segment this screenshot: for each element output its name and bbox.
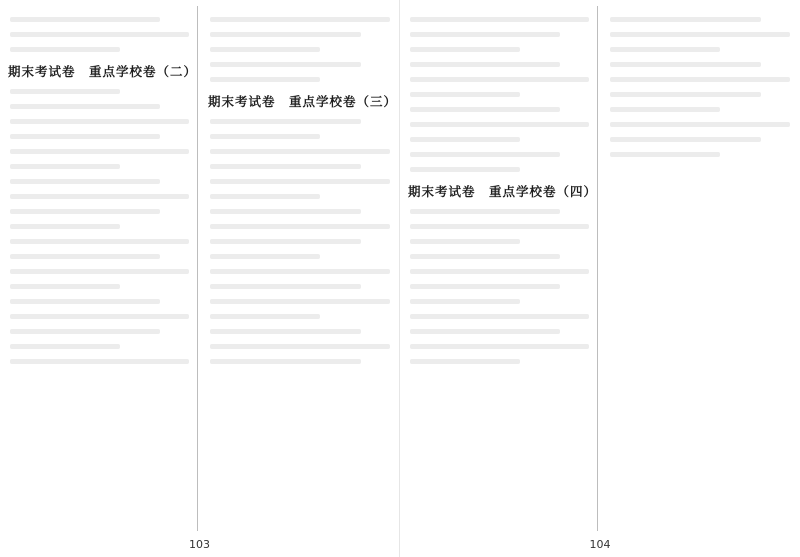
text-line bbox=[410, 209, 560, 214]
text-line bbox=[10, 179, 160, 184]
text-line bbox=[10, 239, 189, 244]
text-line bbox=[610, 107, 720, 112]
text-line bbox=[210, 209, 361, 214]
text-line bbox=[610, 77, 790, 82]
text-line bbox=[610, 32, 790, 37]
text-line bbox=[410, 269, 589, 274]
text-line bbox=[10, 359, 189, 364]
text-line bbox=[410, 152, 560, 157]
text-line bbox=[10, 299, 160, 304]
right-column-2 bbox=[602, 6, 798, 531]
text-line bbox=[210, 62, 361, 67]
text-line bbox=[10, 134, 160, 139]
text-line bbox=[410, 359, 520, 364]
page-number: 103 bbox=[189, 538, 210, 551]
left-column-1 bbox=[2, 6, 198, 531]
text-line bbox=[10, 194, 189, 199]
right-column-1 bbox=[402, 6, 598, 531]
text-line bbox=[210, 77, 320, 82]
text-line bbox=[10, 344, 120, 349]
text-line bbox=[210, 179, 390, 184]
text-line bbox=[410, 122, 589, 127]
text-line bbox=[210, 149, 390, 154]
text-line bbox=[10, 209, 160, 214]
text-line bbox=[410, 17, 589, 22]
text-line bbox=[210, 284, 361, 289]
text-line bbox=[610, 47, 720, 52]
section-title: 期末考试卷 重点学校卷（三） bbox=[208, 94, 398, 109]
text-line bbox=[10, 329, 160, 334]
text-line bbox=[610, 62, 761, 67]
text-line bbox=[210, 344, 390, 349]
section-title: 期末考试卷 重点学校卷（四） bbox=[408, 184, 598, 199]
text-line bbox=[210, 224, 390, 229]
text-line bbox=[210, 314, 320, 319]
text-line bbox=[410, 299, 520, 304]
text-line bbox=[610, 122, 790, 127]
text-line bbox=[10, 284, 120, 289]
text-line bbox=[410, 284, 560, 289]
text-line bbox=[10, 104, 160, 109]
text-line bbox=[410, 92, 520, 97]
text-line bbox=[10, 149, 189, 154]
text-line bbox=[410, 167, 520, 172]
text-line bbox=[210, 17, 390, 22]
text-line bbox=[210, 47, 320, 52]
text-line bbox=[10, 254, 160, 259]
text-line bbox=[410, 314, 589, 319]
text-line bbox=[410, 239, 520, 244]
text-line bbox=[410, 62, 560, 67]
text-line bbox=[610, 92, 761, 97]
text-line bbox=[410, 107, 560, 112]
text-line bbox=[210, 359, 361, 364]
text-line bbox=[210, 32, 361, 37]
text-line bbox=[610, 152, 720, 157]
left-column-2 bbox=[202, 6, 398, 531]
text-line bbox=[10, 32, 189, 37]
text-line bbox=[10, 269, 189, 274]
text-line bbox=[410, 77, 589, 82]
text-line bbox=[10, 224, 120, 229]
text-line bbox=[410, 32, 560, 37]
text-line bbox=[210, 134, 320, 139]
text-line bbox=[10, 89, 120, 94]
text-line bbox=[210, 164, 361, 169]
page-number: 104 bbox=[589, 538, 611, 551]
text-line bbox=[410, 254, 560, 259]
text-line bbox=[410, 329, 560, 334]
text-line bbox=[210, 239, 361, 244]
text-line bbox=[210, 119, 361, 124]
text-line bbox=[10, 119, 189, 124]
text-line bbox=[410, 47, 520, 52]
text-line bbox=[210, 194, 320, 199]
text-line bbox=[610, 137, 761, 142]
text-line bbox=[610, 17, 761, 22]
text-line bbox=[210, 329, 361, 334]
text-line bbox=[210, 269, 390, 274]
section-title: 期末考试卷 重点学校卷（二） bbox=[8, 64, 198, 79]
text-line bbox=[410, 224, 589, 229]
text-line bbox=[210, 254, 320, 259]
text-line bbox=[210, 299, 390, 304]
text-line bbox=[410, 137, 520, 142]
text-line bbox=[10, 314, 189, 319]
text-line bbox=[410, 344, 589, 349]
right-page bbox=[400, 0, 800, 557]
text-line bbox=[10, 164, 120, 169]
text-line bbox=[10, 47, 120, 52]
text-line bbox=[10, 17, 160, 22]
